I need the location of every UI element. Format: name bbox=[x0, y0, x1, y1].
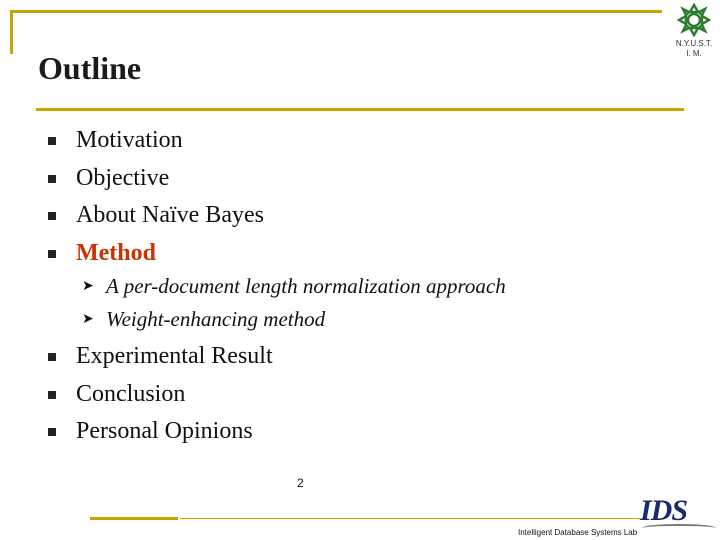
sub-item-weight-enhancing bbox=[48, 303, 506, 336]
outline-item-method bbox=[48, 235, 506, 273]
footer-lab-name: Intelligent Database Systems Lab bbox=[518, 528, 638, 537]
footer-right-rule bbox=[180, 518, 640, 519]
ids-logo-text: IDS bbox=[640, 494, 688, 527]
outline-item-label: Experimental Result bbox=[76, 343, 273, 369]
square-bullet-icon bbox=[48, 391, 56, 399]
outline-item-label: Method bbox=[76, 239, 156, 266]
outline-item-experimental-result bbox=[48, 338, 506, 376]
square-bullet-icon bbox=[48, 250, 56, 258]
nyust-logo-icon bbox=[677, 3, 711, 37]
sub-item-label: Weight-enhancing method bbox=[106, 307, 326, 331]
square-bullet-icon bbox=[48, 175, 56, 183]
top-frame-line bbox=[10, 10, 662, 13]
nyust-logo bbox=[672, 3, 716, 61]
page-number: 2 bbox=[297, 476, 304, 490]
outline-item-personal-opinions bbox=[48, 413, 506, 451]
outline-item-label: Conclusion bbox=[76, 380, 186, 407]
arrowhead-bullet-icon: ➤ bbox=[82, 312, 94, 327]
square-bullet-icon bbox=[48, 137, 56, 145]
outline-item-objective bbox=[48, 160, 506, 198]
ids-logo bbox=[640, 494, 716, 536]
outline-item-label: Objective bbox=[76, 164, 170, 191]
sub-item-label: A per-document length normalization approach bbox=[106, 274, 506, 298]
footer-left-rule bbox=[90, 517, 178, 520]
square-bullet-icon bbox=[48, 212, 56, 220]
square-bullet-icon bbox=[48, 353, 56, 361]
outline-item-motivation bbox=[48, 122, 506, 160]
outline-item-label: Motivation bbox=[76, 127, 183, 153]
outline-item-label: About Naïve Bayes bbox=[76, 202, 264, 228]
title-underline bbox=[36, 108, 684, 111]
outline-item-conclusion bbox=[48, 376, 506, 414]
logo-text: N.Y.U.S.T. I. M. bbox=[675, 39, 713, 58]
square-bullet-icon bbox=[48, 428, 56, 436]
slide-title: Outline bbox=[38, 50, 142, 86]
ids-swoosh-icon bbox=[642, 524, 716, 532]
arrowhead-bullet-icon: ➤ bbox=[82, 279, 94, 294]
outline-item-label: Personal Opinions bbox=[76, 418, 253, 444]
outline-list bbox=[48, 122, 506, 451]
left-frame-line bbox=[10, 10, 13, 54]
sub-item-normalization bbox=[48, 270, 506, 303]
method-subitems bbox=[48, 270, 506, 336]
outline-item-naive-bayes bbox=[48, 197, 506, 235]
sub-list bbox=[48, 270, 506, 336]
